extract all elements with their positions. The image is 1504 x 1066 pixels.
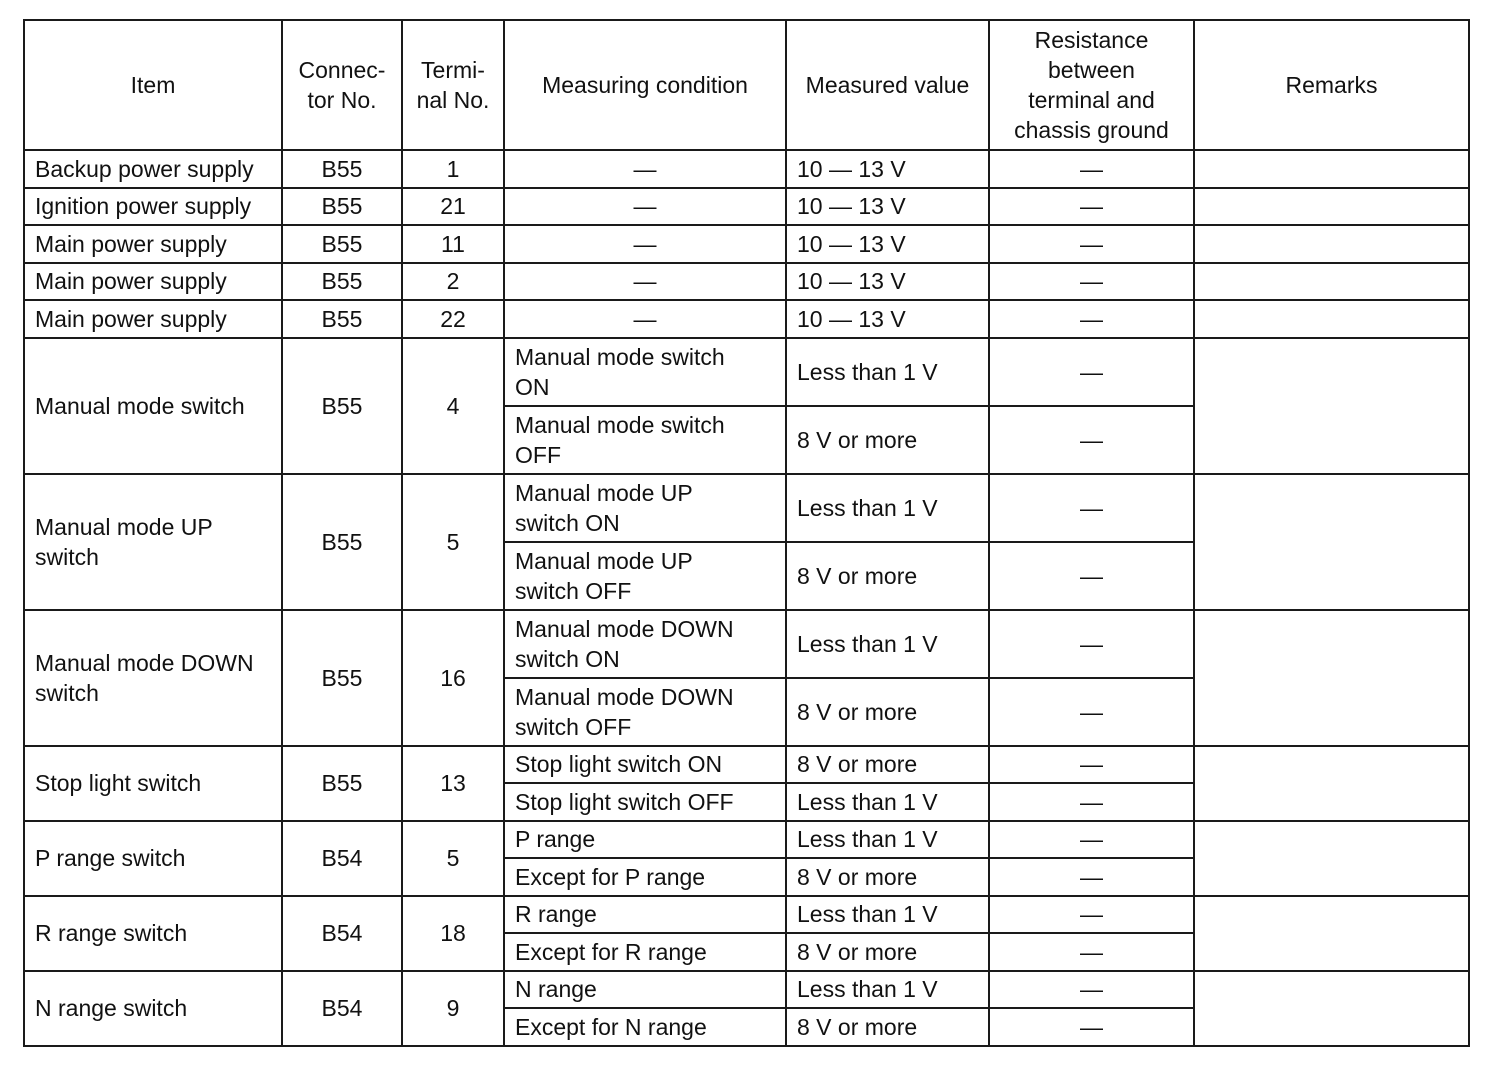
remarks-cell xyxy=(1194,610,1469,746)
item-cell: Manual mode DOWN switch xyxy=(24,610,282,746)
item-cell: Main power supply xyxy=(24,225,282,263)
header-row xyxy=(24,20,1469,150)
condition-cell: Manual mode UP switch OFF xyxy=(504,542,786,610)
resistance-cell: — xyxy=(989,1008,1194,1046)
header-terminal: Termi- nal No. xyxy=(402,20,504,150)
remarks-cell xyxy=(1194,225,1469,263)
resistance-cell: — xyxy=(989,933,1194,971)
remarks-cell xyxy=(1194,896,1469,971)
value-cell: 10 — 13 V xyxy=(786,300,989,338)
table-body xyxy=(24,150,1469,1046)
resistance-cell: — xyxy=(989,188,1194,226)
item-cell: Stop light switch xyxy=(24,746,282,821)
value-cell: 8 V or more xyxy=(786,542,989,610)
resistance-cell: — xyxy=(989,406,1194,474)
item-cell: R range switch xyxy=(24,896,282,971)
remarks-cell xyxy=(1194,150,1469,188)
connector-cell: B54 xyxy=(282,896,402,971)
value-cell: 10 — 13 V xyxy=(786,150,989,188)
item-cell: Manual mode switch xyxy=(24,338,282,474)
remarks-cell xyxy=(1194,821,1469,896)
value-cell: Less than 1 V xyxy=(786,474,989,542)
value-cell: Less than 1 V xyxy=(786,783,989,821)
condition-cell: Stop light switch ON xyxy=(504,746,786,784)
condition-cell: Except for N range xyxy=(504,1008,786,1046)
item-cell: Ignition power supply xyxy=(24,188,282,226)
table-row xyxy=(24,474,1469,542)
remarks-cell xyxy=(1194,474,1469,610)
condition-cell: — xyxy=(504,300,786,338)
header-remarks: Remarks xyxy=(1194,20,1469,150)
value-cell: Less than 1 V xyxy=(786,338,989,406)
table-row xyxy=(24,188,1469,226)
item-cell: N range switch xyxy=(24,971,282,1046)
condition-cell: — xyxy=(504,263,786,301)
resistance-cell: — xyxy=(989,783,1194,821)
table-row xyxy=(24,300,1469,338)
resistance-cell: — xyxy=(989,338,1194,406)
resistance-cell: — xyxy=(989,542,1194,610)
connector-cell: B55 xyxy=(282,300,402,338)
header-condition: Measuring condition xyxy=(504,20,786,150)
table-row xyxy=(24,610,1469,678)
item-cell: Main power supply xyxy=(24,263,282,301)
table-row xyxy=(24,263,1469,301)
item-cell: P range switch xyxy=(24,821,282,896)
condition-cell: P range xyxy=(504,821,786,859)
connector-cell: B54 xyxy=(282,821,402,896)
value-cell: 8 V or more xyxy=(786,746,989,784)
condition-cell: Manual mode switch ON xyxy=(504,338,786,406)
connector-cell: B55 xyxy=(282,338,402,474)
item-cell: Main power supply xyxy=(24,300,282,338)
value-cell: Less than 1 V xyxy=(786,971,989,1009)
terminal-cell: 18 xyxy=(402,896,504,971)
remarks-cell xyxy=(1194,746,1469,821)
resistance-cell: — xyxy=(989,971,1194,1009)
table-row xyxy=(24,821,1469,859)
header-item: Item xyxy=(24,20,282,150)
header-connector: Connec- tor No. xyxy=(282,20,402,150)
condition-cell: Manual mode switch OFF xyxy=(504,406,786,474)
terminal-cell: 9 xyxy=(402,971,504,1046)
connector-cell: B55 xyxy=(282,225,402,263)
value-cell: 10 — 13 V xyxy=(786,188,989,226)
value-cell: 8 V or more xyxy=(786,406,989,474)
condition-cell: Except for P range xyxy=(504,858,786,896)
value-cell: 10 — 13 V xyxy=(786,263,989,301)
terminal-cell: 22 xyxy=(402,300,504,338)
condition-cell: — xyxy=(504,188,786,226)
condition-cell: — xyxy=(504,225,786,263)
table-row xyxy=(24,150,1469,188)
connector-cell: B55 xyxy=(282,746,402,821)
table-row xyxy=(24,338,1469,406)
resistance-cell: — xyxy=(989,821,1194,859)
connector-cell: B55 xyxy=(282,474,402,610)
table-header xyxy=(24,20,1469,150)
connector-cell: B55 xyxy=(282,188,402,226)
connector-cell: B54 xyxy=(282,971,402,1046)
remarks-cell xyxy=(1194,338,1469,474)
remarks-cell xyxy=(1194,971,1469,1046)
resistance-cell: — xyxy=(989,300,1194,338)
condition-cell: R range xyxy=(504,896,786,934)
resistance-cell: — xyxy=(989,474,1194,542)
value-cell: Less than 1 V xyxy=(786,610,989,678)
header-resistance: Resistance between terminal and chassis ground xyxy=(989,20,1194,150)
condition-cell: Stop light switch OFF xyxy=(504,783,786,821)
value-cell: 8 V or more xyxy=(786,1008,989,1046)
value-cell: 10 — 13 V xyxy=(786,225,989,263)
remarks-cell xyxy=(1194,188,1469,226)
item-cell: Manual mode UP switch xyxy=(24,474,282,610)
connector-cell: B55 xyxy=(282,263,402,301)
connector-cell: B55 xyxy=(282,610,402,746)
resistance-cell: — xyxy=(989,678,1194,746)
remarks-cell xyxy=(1194,263,1469,301)
value-cell: Less than 1 V xyxy=(786,896,989,934)
terminal-cell: 4 xyxy=(402,338,504,474)
condition-cell: Except for R range xyxy=(504,933,786,971)
terminal-cell: 5 xyxy=(402,474,504,610)
resistance-cell: — xyxy=(989,150,1194,188)
resistance-cell: — xyxy=(989,610,1194,678)
resistance-cell: — xyxy=(989,858,1194,896)
condition-cell: N range xyxy=(504,971,786,1009)
terminal-cell: 5 xyxy=(402,821,504,896)
condition-cell: Manual mode DOWN switch ON xyxy=(504,610,786,678)
terminal-cell: 16 xyxy=(402,610,504,746)
value-cell: Less than 1 V xyxy=(786,821,989,859)
condition-cell: Manual mode UP switch ON xyxy=(504,474,786,542)
terminal-cell: 2 xyxy=(402,263,504,301)
resistance-cell: — xyxy=(989,896,1194,934)
table-row xyxy=(24,746,1469,784)
terminal-cell: 11 xyxy=(402,225,504,263)
remarks-cell xyxy=(1194,300,1469,338)
value-cell: 8 V or more xyxy=(786,678,989,746)
terminal-cell: 13 xyxy=(402,746,504,821)
condition-cell: — xyxy=(504,150,786,188)
terminal-cell: 21 xyxy=(402,188,504,226)
table-row xyxy=(24,896,1469,934)
table-row xyxy=(24,225,1469,263)
table-row xyxy=(24,971,1469,1009)
item-cell: Backup power supply xyxy=(24,150,282,188)
terminal-spec-table xyxy=(23,19,1470,1047)
terminal-cell: 1 xyxy=(402,150,504,188)
header-value: Measured value xyxy=(786,20,989,150)
resistance-cell: — xyxy=(989,746,1194,784)
condition-cell: Manual mode DOWN switch OFF xyxy=(504,678,786,746)
value-cell: 8 V or more xyxy=(786,933,989,971)
value-cell: 8 V or more xyxy=(786,858,989,896)
connector-cell: B55 xyxy=(282,150,402,188)
resistance-cell: — xyxy=(989,225,1194,263)
resistance-cell: — xyxy=(989,263,1194,301)
